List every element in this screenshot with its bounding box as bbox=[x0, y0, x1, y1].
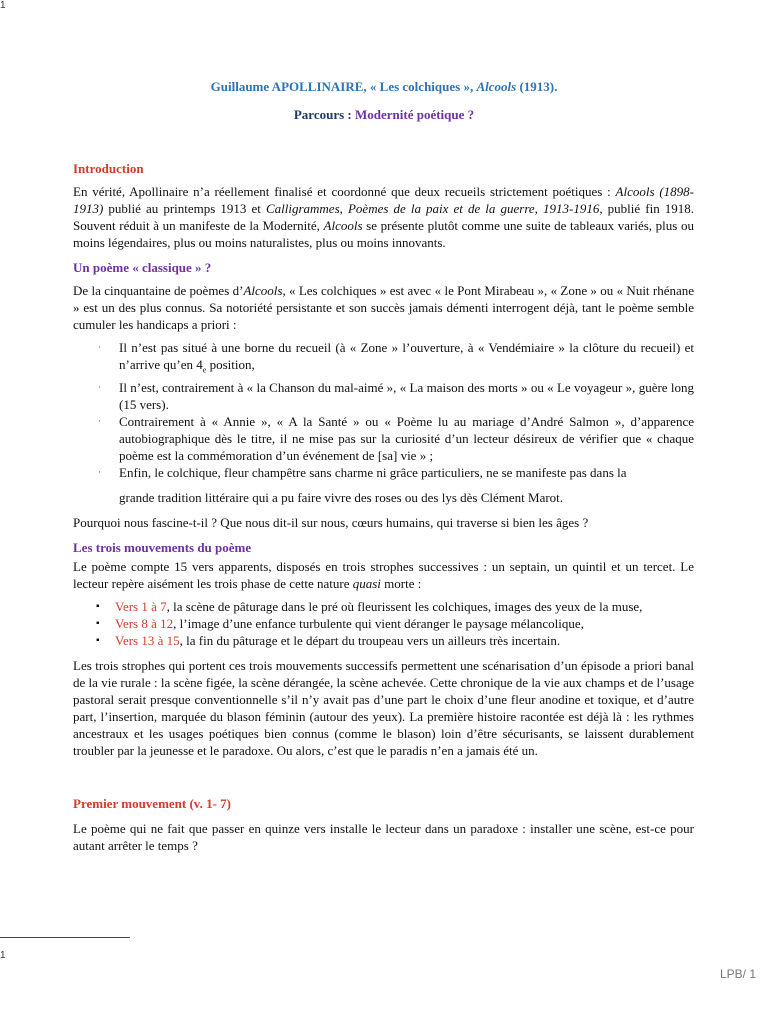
footnote-rule bbox=[0, 937, 130, 938]
premier-mouvement-heading: Premier mouvement (v. 1- 7) bbox=[73, 795, 231, 811]
verse-range: Vers 1 à 7 bbox=[115, 598, 167, 614]
bullet-dot: · bbox=[98, 466, 101, 477]
mouvements-text-1: Le poème compte 15 vers apparents, disposés en trois strophes successives : un septain, un quintil et un tercet. Le lecteur repère aisément les trois phase de cette nature bbox=[73, 558, 694, 591]
intro-text-1: En vérité, Apollinaire n’a réellement finalisé et coordonné que deux recueils strictement poétiques : bbox=[73, 184, 616, 199]
intro-text-4: , publié fin 1918. Souvent réduit à un manifeste de la Modernité, bbox=[73, 201, 695, 233]
intro-text-3: , bbox=[339, 201, 348, 216]
document-subtitle bbox=[0, 107, 768, 123]
list-item-superscript: e bbox=[202, 365, 207, 375]
classique-text-2: , « Les colchiques » est avec « le Pont Mirabeau », « Zone » ou « Nuit rhénane » est un des plus connus. Sa notoriété persistante et son succès jamais démenti interrogent déjà, tant le poème semble cumuler les handicaps a priori : bbox=[73, 283, 695, 332]
list-item-text: position, bbox=[206, 357, 255, 372]
intro-italic-4: Alcools bbox=[323, 218, 363, 233]
bullet-square: ▪ bbox=[96, 617, 100, 629]
bullet-dot: · bbox=[98, 342, 101, 352]
intro-text-5: se présente plutôt comme une suite de tableaux variés, plus ou moins légendaires, plus ou moins naturalistes, plus ou moins innovants. bbox=[73, 218, 695, 250]
verse-range: Vers 8 à 12 bbox=[115, 615, 174, 631]
list-item-text: grande tradition littéraire qui a pu faire vivre des roses ou des lys dès Clément Marot. bbox=[119, 489, 564, 505]
bullet-square: ▪ bbox=[96, 634, 100, 646]
bullet-dot: · bbox=[98, 415, 101, 426]
list-item-text: , la fin du pâturage et le départ du troupeau vers un ailleurs très incertain. bbox=[179, 632, 561, 648]
subtitle-label: Parcours : bbox=[293, 107, 355, 122]
intro-italic-1: Alcools (1898-1913) bbox=[73, 184, 694, 216]
mouvements-heading: Les trois mouvements du poème bbox=[73, 539, 252, 555]
list-item bbox=[73, 632, 694, 649]
title-year: (1913). bbox=[516, 79, 558, 94]
handicap-list bbox=[73, 339, 694, 506]
list-item bbox=[73, 339, 694, 379]
classique-heading: Un poème « classique » ? bbox=[73, 260, 212, 275]
footnote-marker: 1 bbox=[0, 950, 6, 961]
list-item-text: Il n’est, contrairement à « la Chanson du mal-aimé », « La maison des morts » ou « Le voyageur », guère long (15 vers). bbox=[119, 379, 694, 412]
list-item-text: Contrairement à « Annie », « A la Santé » ou « Poème lu au mariage d’André Salmon », d’apparence autobiographique dès le titre, il ne mise pas sur la curiosité d’un lecteur désireux de vérifier que « chaque poème est la commémoration d’un événement de [sa] vie » ; bbox=[119, 413, 694, 463]
classique-text-1: De la cinquantaine de poèmes d’ bbox=[73, 283, 244, 298]
premier-mouvement-paragraph: Le poème qui ne fait que passer en quinze vers installe le lecteur dans un paradoxe : installer une scène, est-ce pour autant arrêter le temps ? bbox=[73, 820, 694, 853]
bullet-square: ▪ bbox=[96, 600, 100, 612]
strophes-paragraph: Les trois strophes qui portent ces trois mouvements successifs permettent une scénarisation d’un épisode a priori banal de la vie rurale : la scène figée, la scène dérangée, la scène achevée. Cette chronique de la vie aux champs et de l’usage pastoral serait presque conventionnelle s’il n’y avait pas d’une part le choix d’une fleur anodine et toxique, et d’autre part, l’insertion, marquée du blason féminin (autour des yeux). La première histoire racontée est déjà là : les rythmes ancestraux et les usages poétiques bien connus (comme le blason) loin d’être sécurisants, se laissent durablement troubler par la jeunesse et le paradoxe. Ou alors, c’est que le paradis n’en a jamais été un. bbox=[73, 657, 694, 758]
verse-range: Vers 13 à 15 bbox=[115, 632, 180, 648]
intro-italic-2: Calligrammes bbox=[265, 201, 340, 216]
list-item-text: , l’image d’une enfance turbulente qui vient déranger le paysage mélancolique, bbox=[173, 615, 584, 631]
intro-text-2: publié au printemps 1913 et bbox=[103, 201, 266, 216]
list-item bbox=[73, 464, 694, 506]
subtitle-text: Modernité poétique ? bbox=[354, 107, 475, 122]
list-item bbox=[73, 598, 694, 615]
title-collection: Alcools bbox=[476, 79, 517, 94]
intro-italic-3: Poèmes de la paix et de la guerre, 1913-1916 bbox=[347, 201, 600, 216]
list-item bbox=[73, 615, 694, 632]
introduction-heading: Introduction bbox=[73, 161, 144, 176]
mouvements-italic-1: quasi bbox=[352, 575, 381, 591]
page-number: LPB/ 1 bbox=[719, 967, 756, 981]
title-main: Guillaume APOLLINAIRE, « Les colchiques », bbox=[210, 79, 477, 94]
question-line: Pourquoi nous fascine-t-il ? Que nous dit-il sur nous, cœurs humains, qui traverse si bien les âges ? bbox=[73, 514, 589, 530]
list-item-text: , la scène de pâturage dans le pré où fleurissent les colchiques, images des yeux de la muse, bbox=[166, 598, 643, 614]
classique-paragraph bbox=[73, 282, 694, 333]
bullet-dot: · bbox=[98, 381, 101, 392]
page-marker: 1 bbox=[0, 0, 6, 11]
document-title bbox=[0, 79, 768, 95]
classique-italic-1: Alcools bbox=[243, 283, 283, 298]
list-item-text: Il n’est pas situé à une borne du recueil (à « Zone » l’ouverture, à « Vendémiaire » la clôture du recueil) et n’arrive qu’en 4 bbox=[119, 340, 694, 372]
introduction-paragraph bbox=[73, 183, 694, 251]
mouvements-text-2: morte : bbox=[380, 575, 422, 591]
mouvements-paragraph bbox=[73, 558, 694, 592]
list-item bbox=[73, 379, 694, 413]
list-item-text: Enfin, le colchique, fleur champêtre sans charme ni grâce particuliers, ne se manifeste pas dans la bbox=[119, 464, 627, 480]
document-body bbox=[73, 160, 694, 854]
movement-list bbox=[73, 598, 694, 649]
list-item bbox=[73, 413, 694, 464]
